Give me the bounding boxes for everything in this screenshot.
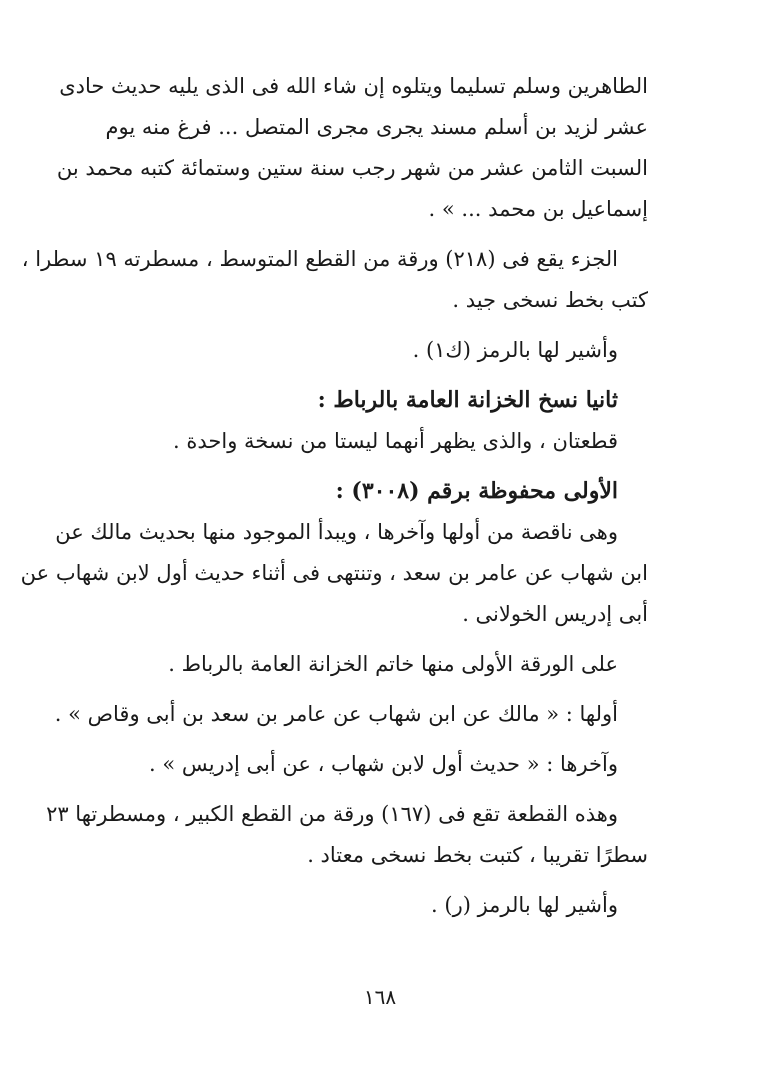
section-heading: الأولى محفوظة برقم (٣٠٠٨) : <box>335 478 618 504</box>
text-line: قطعتان ، والذى يظهر أنهما ليستا من نسخة واحدة . <box>173 429 618 453</box>
text-line: أبى إدريس الخولانى . <box>462 602 648 626</box>
text-line: أولها : « مالك عن ابن شهاب عن عامر بن سعد بن أبى وقاص » . <box>54 702 618 726</box>
text-line: كتب بخط نسخى جيد . <box>452 288 648 312</box>
text-line: وأشير لها بالرمز (ك١) . <box>412 338 618 362</box>
text-line: السبت الثامن عشر من شهر رجب سنة ستين وستمائة كتبه محمد بن <box>56 156 648 180</box>
text-line: الجزء يقع فى (٢١٨) ورقة من القطع المتوسط ، مسطرته ١٩ سطرا ، <box>21 247 618 271</box>
section-heading: ثانيا نسخ الخزانة العامة بالرباط : <box>317 387 618 413</box>
text-line: وأشير لها بالرمز (ر) . <box>431 893 618 917</box>
text-line: الطاهرين وسلم تسليما ويتلوه إن شاء الله فى الذى يليه حديث حادى <box>59 74 648 98</box>
text-line: وآخرها : « حديث أول لابن شهاب ، عن أبى إدريس » . <box>149 752 618 776</box>
page-number: ١٦٨ <box>363 985 397 1009</box>
text-line: سطرًا تقريبا ، كتبت بخط نسخى معتاد . <box>307 843 648 867</box>
page-body <box>20 66 648 926</box>
text-line: وهى ناقصة من أولها وآخرها ، ويبدأ الموجود منها بحديث مالك عن <box>55 520 618 544</box>
text-line: على الورقة الأولى منها خاتم الخزانة العامة بالرباط . <box>168 652 618 676</box>
text-line: ابن شهاب عن عامر بن سعد ، وتنتهى فى أثناء حديث أول لابن شهاب عن <box>20 561 648 585</box>
text-line: وهذه القطعة تقع فى (١٦٧) ورقة من القطع الكبير ، ومسطرتها ٢٣ <box>46 802 618 826</box>
text-line: إسماعيل بن محمد ... » . <box>428 197 648 221</box>
text-line: عشر لزيد بن أسلم مسند يجرى مجرى المتصل ... فرغ منه يوم <box>105 115 648 139</box>
